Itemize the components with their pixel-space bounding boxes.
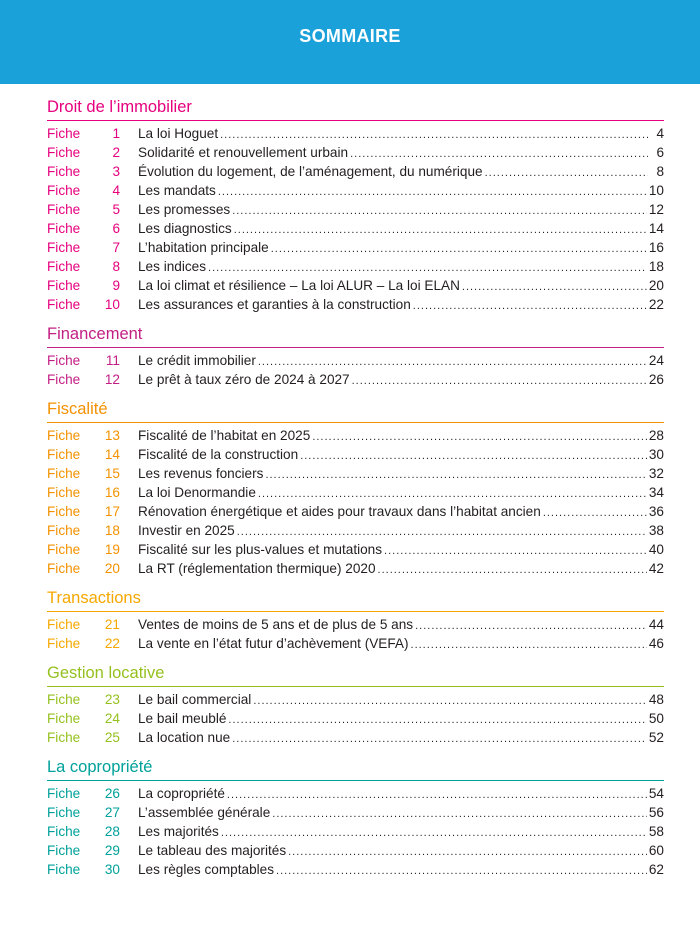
page-number: 60 xyxy=(648,843,664,858)
entry-title[interactable]: La vente en l’état futur d’achèvement (VEFA) xyxy=(138,636,409,651)
entry-title[interactable]: Évolution du logement, de l’aménagement, du numérique xyxy=(138,164,483,179)
toc-entry[interactable] xyxy=(47,445,664,464)
entry-title[interactable]: L’habitation principale xyxy=(138,240,269,255)
dot-leader xyxy=(415,617,647,636)
page-number: 46 xyxy=(648,636,664,651)
fiche-label: Fiche xyxy=(47,447,81,462)
page-number: 40 xyxy=(648,542,664,557)
dot-leader xyxy=(384,542,647,561)
toc-entry[interactable] xyxy=(47,370,664,389)
fiche-label: Fiche xyxy=(47,504,81,519)
page-number: 14 xyxy=(648,221,664,236)
toc-entry[interactable] xyxy=(47,483,664,502)
fiche-number: 5 xyxy=(112,202,120,217)
page-number: 30 xyxy=(648,447,664,462)
dot-leader xyxy=(218,183,647,202)
fiche-number: 1 xyxy=(112,126,120,141)
dot-leader xyxy=(288,843,647,862)
dot-leader xyxy=(413,297,647,316)
toc-section xyxy=(47,588,664,653)
entry-title[interactable]: Les revenus fonciers xyxy=(138,466,264,481)
page-number: 50 xyxy=(648,711,664,726)
section-title: La copropriété xyxy=(47,757,664,781)
page-number: 4 xyxy=(656,126,664,141)
toc-entry[interactable] xyxy=(47,860,664,879)
dot-leader xyxy=(276,862,647,881)
toc-entry[interactable] xyxy=(47,784,664,803)
entry-title[interactable]: Le bail commercial xyxy=(138,692,252,707)
entry-title[interactable]: Solidarité et renouvellement urbain xyxy=(138,145,349,160)
fiche-number: 12 xyxy=(104,372,120,387)
toc-entry[interactable] xyxy=(47,181,664,200)
page-number: 16 xyxy=(648,240,664,255)
dot-leader xyxy=(312,428,647,447)
fiche-label: Fiche xyxy=(47,278,81,293)
fiche-label: Fiche xyxy=(47,297,81,312)
entry-title[interactable]: Le tableau des majorités xyxy=(138,843,287,858)
toc-entry[interactable] xyxy=(47,540,664,559)
page-number: 8 xyxy=(656,164,664,179)
page-number: 26 xyxy=(648,372,664,387)
entry-title[interactable]: Les diagnostics xyxy=(138,221,232,236)
entry-title[interactable]: La copropriété xyxy=(138,786,225,801)
fiche-label: Fiche xyxy=(47,824,81,839)
entry-title[interactable]: Rénovation énergétique et aides pour travaux dans l’habitat ancien xyxy=(138,504,541,519)
page-number: 62 xyxy=(648,862,664,877)
dot-leader xyxy=(232,730,647,749)
section-title: Transactions xyxy=(47,588,664,612)
page-number: 28 xyxy=(648,428,664,443)
fiche-number: 29 xyxy=(104,843,120,858)
fiche-number: 16 xyxy=(104,485,120,500)
dot-leader xyxy=(272,805,647,824)
entry-title[interactable]: Les assurances et garanties à la construction xyxy=(138,297,411,312)
fiche-number: 19 xyxy=(104,542,120,557)
toc-section xyxy=(47,663,664,747)
dot-leader xyxy=(411,636,647,655)
toc-entry[interactable] xyxy=(47,464,664,483)
page-number: 54 xyxy=(648,786,664,801)
toc-entry[interactable] xyxy=(47,634,664,653)
section-title: Gestion locative xyxy=(47,663,664,687)
header-banner xyxy=(0,0,700,84)
fiche-label: Fiche xyxy=(47,617,81,632)
fiche-label: Fiche xyxy=(47,636,81,651)
toc-entry[interactable] xyxy=(47,276,664,295)
fiche-label: Fiche xyxy=(47,428,81,443)
page-number: 42 xyxy=(648,561,664,576)
fiche-label: Fiche xyxy=(47,221,81,236)
entry-title[interactable]: Le prêt à taux zéro de 2024 à 2027 xyxy=(138,372,350,387)
fiche-label: Fiche xyxy=(47,202,81,217)
dot-leader xyxy=(300,447,647,466)
dot-leader xyxy=(352,372,647,391)
toc-entry[interactable] xyxy=(47,521,664,540)
fiche-label: Fiche xyxy=(47,164,81,179)
page-number: 10 xyxy=(648,183,664,198)
fiche-label: Fiche xyxy=(47,730,81,745)
toc-entry[interactable] xyxy=(47,690,664,709)
entry-title[interactable]: Les règles comptables xyxy=(138,862,275,877)
entry-title[interactable]: Les promesses xyxy=(138,202,231,217)
toc-section xyxy=(47,324,664,389)
fiche-label: Fiche xyxy=(47,862,81,877)
page-number: 22 xyxy=(648,297,664,312)
toc-entry[interactable] xyxy=(47,162,664,181)
entry-title[interactable]: Les indices xyxy=(138,259,207,274)
fiche-number: 18 xyxy=(104,523,120,538)
dot-leader xyxy=(543,504,647,523)
page-number: 18 xyxy=(648,259,664,274)
fiche-number: 25 xyxy=(104,730,120,745)
toc-entry[interactable] xyxy=(47,295,664,314)
page-number: 44 xyxy=(648,617,664,632)
fiche-number: 11 xyxy=(105,353,120,368)
page-number: 12 xyxy=(648,202,664,217)
fiche-number: 10 xyxy=(104,297,120,312)
fiche-label: Fiche xyxy=(47,843,81,858)
fiche-number: 30 xyxy=(104,862,120,877)
dot-leader xyxy=(232,202,647,221)
toc-entry[interactable] xyxy=(47,709,664,728)
toc-entry[interactable] xyxy=(47,257,664,276)
fiche-number: 2 xyxy=(112,145,120,160)
fiche-label: Fiche xyxy=(47,692,81,707)
entry-title[interactable]: Les majorités xyxy=(138,824,219,839)
fiche-label: Fiche xyxy=(47,259,81,274)
toc-entry[interactable] xyxy=(47,200,664,219)
page-number: 6 xyxy=(656,145,664,160)
fiche-label: Fiche xyxy=(47,561,81,576)
fiche-label: Fiche xyxy=(47,145,81,160)
fiche-number: 23 xyxy=(104,692,120,707)
page-number: 24 xyxy=(648,353,664,368)
entry-title[interactable]: La loi climat et résilience – La loi ALUR – La loi ELAN xyxy=(138,278,460,293)
dot-leader xyxy=(234,221,647,240)
toc-entry[interactable] xyxy=(47,351,664,370)
fiche-number: 15 xyxy=(104,466,120,481)
fiche-number: 6 xyxy=(112,221,120,236)
toc-entry[interactable] xyxy=(47,822,664,841)
section-title: Droit de l’immobilier xyxy=(47,97,664,121)
page-number: 20 xyxy=(648,278,664,293)
fiche-number: 28 xyxy=(104,824,120,839)
fiche-number: 13 xyxy=(104,428,120,443)
dot-leader xyxy=(265,466,646,485)
page-number: 48 xyxy=(648,692,664,707)
toc-section xyxy=(47,399,664,578)
entry-title[interactable]: Le bail meublé xyxy=(138,711,227,726)
fiche-label: Fiche xyxy=(47,240,81,255)
dot-leader xyxy=(271,240,647,259)
entry-title[interactable]: Fiscalité de la construction xyxy=(138,447,299,462)
fiche-number: 4 xyxy=(112,183,120,198)
page-number: 58 xyxy=(648,824,664,839)
page-number: 52 xyxy=(648,730,664,745)
entry-title[interactable]: L’assemblée générale xyxy=(138,805,271,820)
entry-title[interactable]: Ventes de moins de 5 ans et de plus de 5 ans xyxy=(138,617,414,632)
entry-title[interactable]: La loi Denormandie xyxy=(138,485,256,500)
fiche-number: 27 xyxy=(104,805,120,820)
toc-section xyxy=(47,97,664,314)
dot-leader xyxy=(227,786,647,805)
toc-entry[interactable] xyxy=(47,728,664,747)
page-title: SOMMAIRE xyxy=(299,25,401,46)
toc-entry[interactable] xyxy=(47,502,664,521)
fiche-label: Fiche xyxy=(47,485,81,500)
dot-leader xyxy=(485,164,648,183)
toc-entry[interactable] xyxy=(47,143,664,162)
entry-title[interactable]: La location nue xyxy=(138,730,231,745)
fiche-number: 3 xyxy=(112,164,120,179)
fiche-label: Fiche xyxy=(47,542,81,557)
fiche-number: 8 xyxy=(112,259,120,274)
section-title: Fiscalité xyxy=(47,399,664,423)
entry-title[interactable]: Fiscalité sur les plus-values et mutations xyxy=(138,542,383,557)
page-number: 56 xyxy=(648,805,664,820)
fiche-label: Fiche xyxy=(47,183,81,198)
page-number: 32 xyxy=(648,466,664,481)
fiche-label: Fiche xyxy=(47,466,81,481)
fiche-number: 21 xyxy=(104,617,120,632)
fiche-number: 14 xyxy=(104,447,120,462)
entry-title[interactable]: Fiscalité de l’habitat en 2025 xyxy=(138,428,311,443)
entry-title[interactable]: Investir en 2025 xyxy=(138,523,235,538)
fiche-label: Fiche xyxy=(47,523,81,538)
fiche-label: Fiche xyxy=(47,805,81,820)
fiche-label: Fiche xyxy=(47,353,81,368)
dot-leader xyxy=(462,278,647,297)
toc-entry[interactable] xyxy=(47,559,664,578)
toc-entry[interactable] xyxy=(47,124,664,143)
toc-entry[interactable] xyxy=(47,841,664,860)
section-title: Financement xyxy=(47,324,664,348)
fiche-label: Fiche xyxy=(47,126,81,141)
toc-entry[interactable] xyxy=(47,219,664,238)
toc-entry[interactable] xyxy=(47,615,664,634)
toc-entry[interactable] xyxy=(47,426,664,445)
entry-title[interactable]: Le crédit immobilier xyxy=(138,353,256,368)
fiche-number: 22 xyxy=(104,636,120,651)
entry-title[interactable]: Les mandats xyxy=(138,183,216,198)
page-number: 34 xyxy=(648,485,664,500)
entry-title[interactable]: La RT (réglementation thermique) 2020 xyxy=(138,561,376,576)
dot-leader xyxy=(228,711,646,730)
fiche-number: 17 xyxy=(104,504,120,519)
fiche-number: 24 xyxy=(104,711,120,726)
fiche-label: Fiche xyxy=(47,786,81,801)
fiche-number: 26 xyxy=(104,786,120,801)
table-of-contents xyxy=(0,84,664,879)
fiche-label: Fiche xyxy=(47,372,81,387)
toc-entry[interactable] xyxy=(47,238,664,257)
fiche-number: 7 xyxy=(112,240,120,255)
fiche-number: 20 xyxy=(104,561,120,576)
fiche-label: Fiche xyxy=(47,711,81,726)
dot-leader xyxy=(378,561,647,580)
page-number: 38 xyxy=(648,523,664,538)
page-number: 36 xyxy=(648,504,664,519)
toc-entry[interactable] xyxy=(47,803,664,822)
entry-title[interactable]: La loi Hoguet xyxy=(138,126,219,141)
dot-leader xyxy=(253,692,647,711)
toc-section xyxy=(47,757,664,879)
fiche-number: 9 xyxy=(112,278,120,293)
